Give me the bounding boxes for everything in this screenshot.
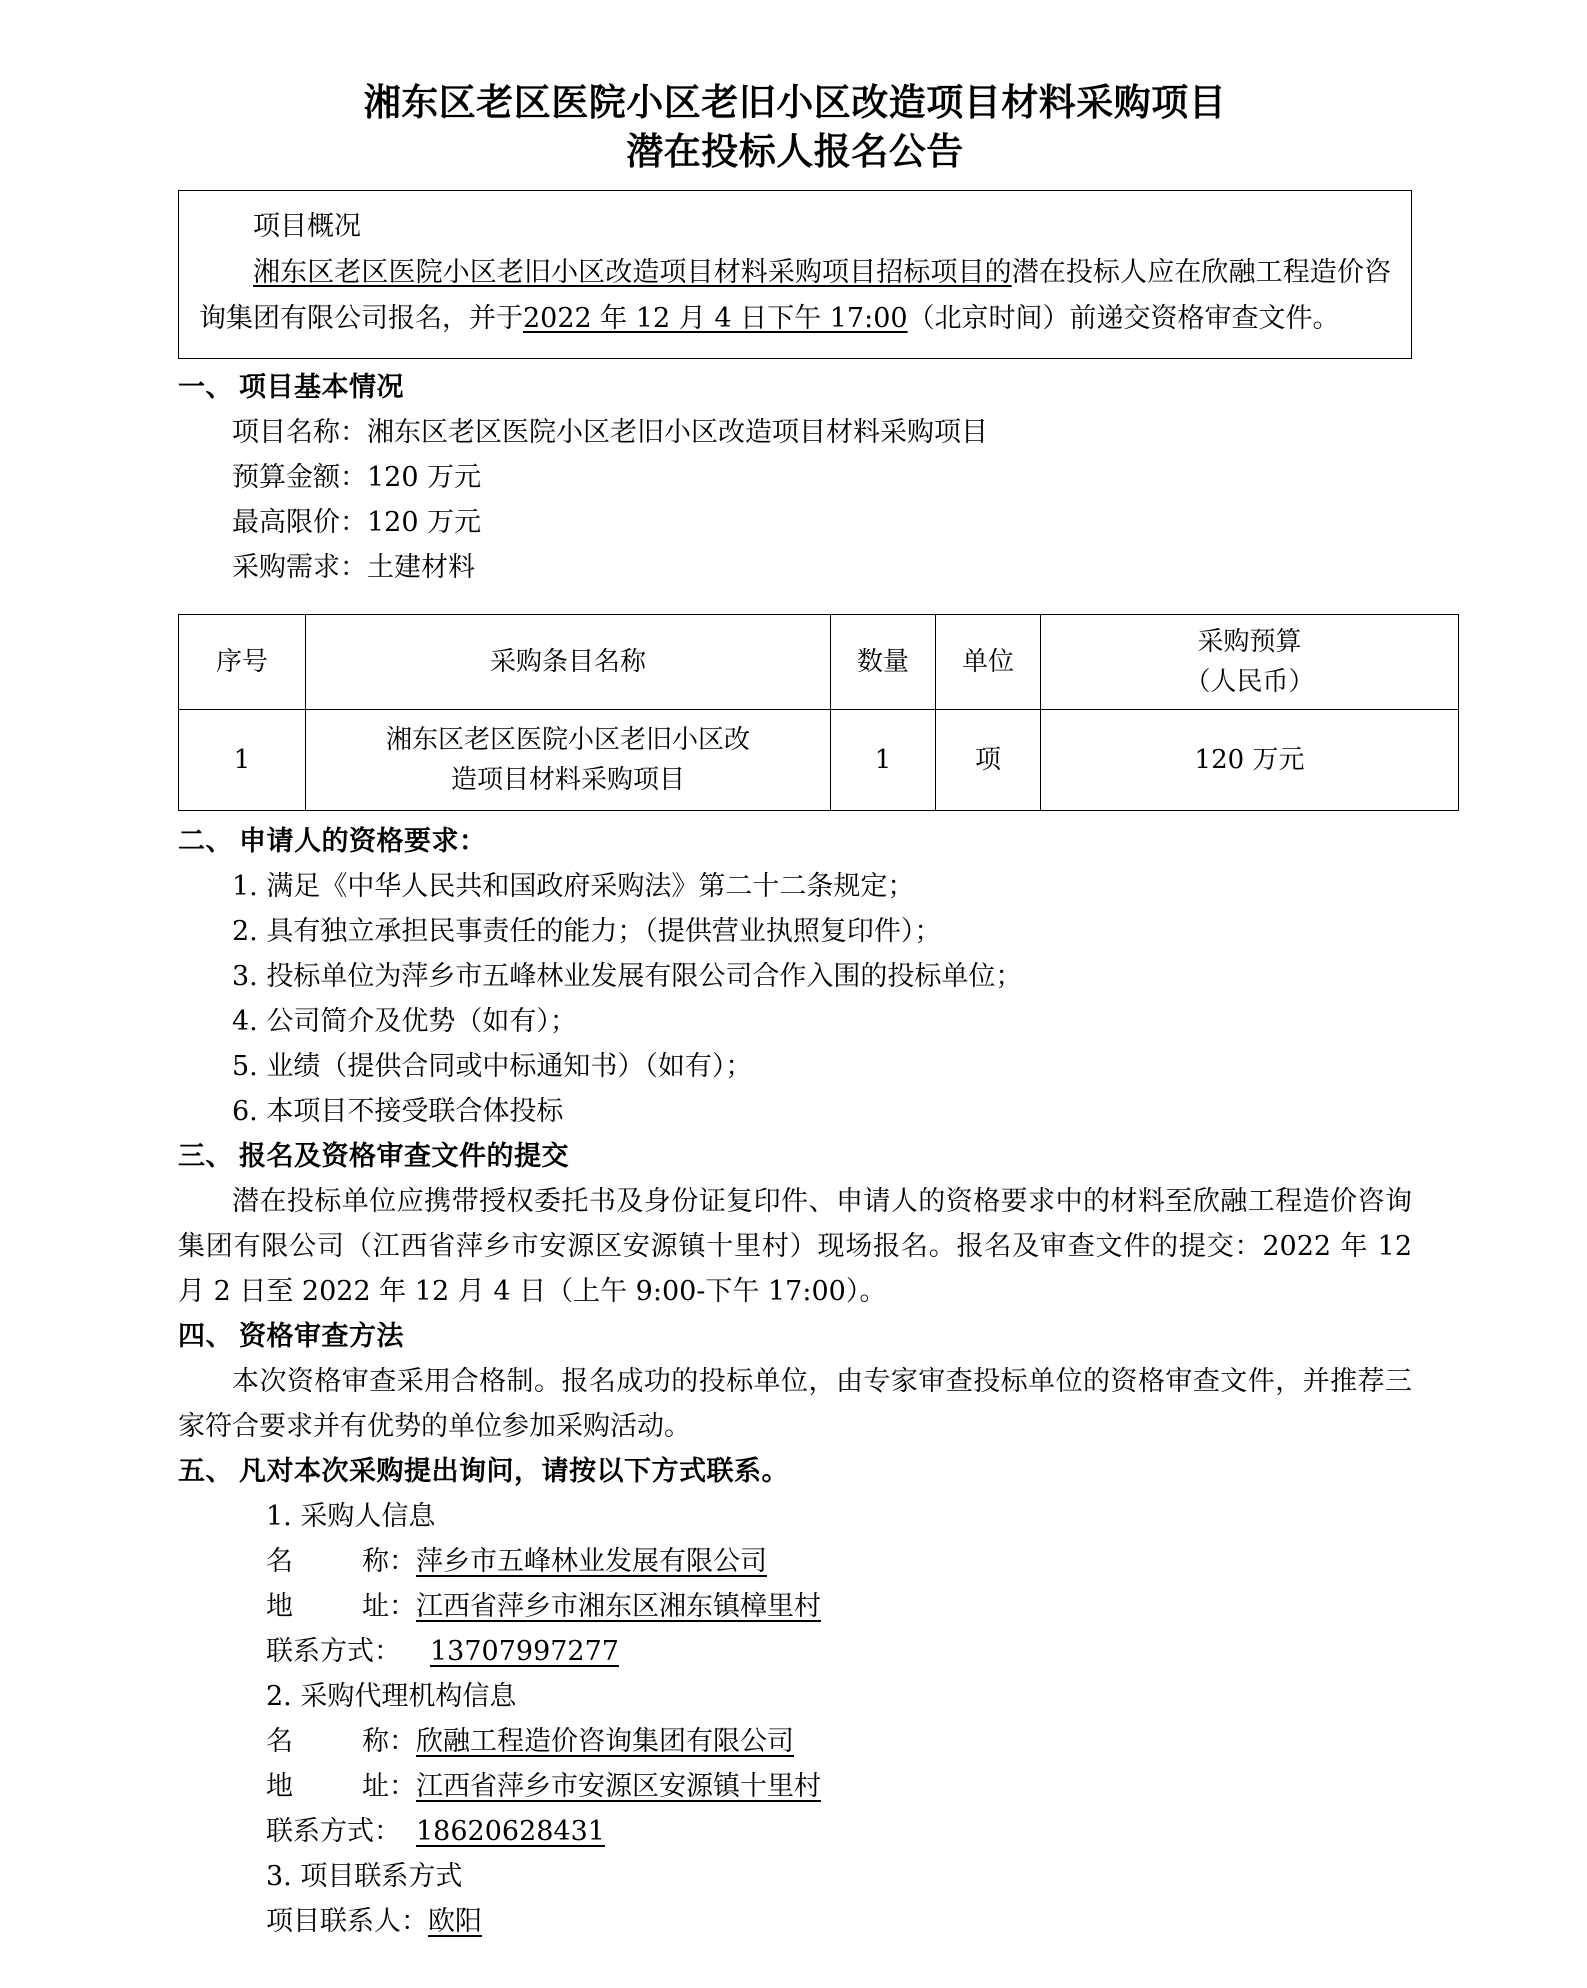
- qualification-item: 4. 公司简介及优势（如有）；: [232, 1006, 577, 1037]
- agency-tel-label: 联系方式：: [266, 1816, 401, 1847]
- section-5-number: 五、: [178, 1456, 233, 1487]
- table-cell-name-line-1: 湘东区老区医院小区老旧小区改: [385, 725, 750, 755]
- section-4-heading: [178, 1314, 1412, 1359]
- qualification-item: 3. 投标单位为萍乡市五峰林业发展有限公司合作入围的投标单位；: [232, 961, 1023, 992]
- section-2-title: 申请人的资格要求：: [239, 826, 487, 857]
- section-3-heading: [178, 1134, 1412, 1179]
- section-3-number: 三、: [178, 1141, 233, 1172]
- section-4-title: 资格审查方法: [239, 1321, 404, 1352]
- project-overview-box: [178, 190, 1412, 359]
- max-price-value: 120 万元: [367, 507, 482, 538]
- qualification-item: 5. 业绩（提供合同或中标通知书）（如有）；: [232, 1051, 753, 1082]
- purchaser-address-row: [266, 1584, 1412, 1629]
- section-4-paragraph: 本次资格审查采用合格制。报名成功的投标单位，由专家审查投标单位的资格审查文件，并推荐三家符合要求并有优势的单位参加采购活动。: [178, 1366, 1412, 1442]
- budget-label: 预算金额：: [232, 462, 367, 493]
- procurement-table: [178, 614, 1459, 811]
- table-cell-unit: 项: [936, 710, 1041, 811]
- project-name-row: [232, 410, 1412, 455]
- demand-value: 土建材料: [367, 552, 475, 583]
- purchaser-tel-row: [266, 1629, 1412, 1674]
- overview-project-name: 湘东区老区医院小区老旧小区改造项目材料采购项目招标项目的: [253, 257, 1012, 288]
- agency-address-label: 地 址：: [266, 1771, 416, 1802]
- page-title-line-2: 潜在投标人报名公告: [626, 129, 964, 173]
- table-header-budget-line-2: （人民币）: [1184, 667, 1315, 697]
- purchaser-name-value: 萍乡市五峰林业发展有限公司: [416, 1546, 767, 1577]
- page-title-line-1: 湘东区老区医院小区老旧小区改造项目材料采购项目: [363, 80, 1227, 124]
- table-cell-name: [306, 710, 831, 811]
- budget-value: 120 万元: [367, 462, 482, 493]
- table-cell-no: 1: [179, 710, 306, 811]
- overview-mid-text: 潜在投标人应在欣融工程造价咨询集团有限公司报名，并于: [199, 257, 1392, 334]
- agency-address-row: [266, 1764, 1412, 1809]
- budget-row: [232, 455, 1412, 500]
- project-contact-row: [266, 1899, 1412, 1944]
- agency-tel-value: 18620628431: [416, 1816, 605, 1847]
- section-4-number: 四、: [178, 1321, 233, 1352]
- project-name-value: 湘东区老区医院小区老旧小区改造项目材料采购项目: [367, 417, 988, 448]
- table-header-qty: 数量: [831, 615, 936, 710]
- qualification-item: 1. 满足《中华人民共和国政府采购法》第二十二条规定；: [232, 871, 915, 902]
- demand-row: [232, 545, 1412, 590]
- table-cell-name-line-2: 造项目材料采购项目: [450, 765, 685, 795]
- demand-label: 采购需求：: [232, 552, 367, 583]
- section-1-title: 项目基本情况: [239, 372, 404, 403]
- section-2-heading: [178, 819, 1412, 864]
- agency-name-value: 欣融工程造价咨询集团有限公司: [416, 1726, 794, 1757]
- section-5-title: 凡对本次采购提出询问，请按以下方式联系。: [239, 1456, 789, 1487]
- section-2-number: 二、: [178, 826, 233, 857]
- project-name-label: 项目名称：: [232, 417, 367, 448]
- purchaser-info-title: 1. 采购人信息: [266, 1501, 436, 1532]
- section-3-paragraph: 潜在投标单位应携带授权委托书及身份证复印件、申请人的资格要求中的材料至欣融工程造价咨询集团有限公司（江西省萍乡市安源区安源镇十里村）现场报名。报名及审查文件的提交：2022 年 12 月 2 日至 2022 年 12 月 4 日（上午 9:00-下午 17:00）。: [178, 1186, 1412, 1307]
- section-1-number: 一、: [178, 372, 233, 403]
- table-header-name: 采购条目名称: [306, 615, 831, 710]
- table-cell-budget: 120 万元: [1041, 710, 1459, 811]
- qualification-item: 2. 具有独立承担民事责任的能力；（提供营业执照复印件）；: [232, 916, 942, 947]
- purchaser-name-row: [266, 1539, 1412, 1584]
- page-title: [178, 78, 1412, 176]
- overview-tail-text: （北京时间）前递交资格审查文件。: [907, 303, 1340, 334]
- purchaser-name-label: 名 称：: [266, 1546, 416, 1577]
- agency-address-value: 江西省萍乡市安源区安源镇十里村: [416, 1771, 821, 1802]
- agency-name-label: 名 称：: [266, 1726, 416, 1757]
- purchaser-address-value: 江西省萍乡市湘东区湘东镇樟里村: [416, 1591, 821, 1622]
- table-header-row: [179, 615, 1459, 710]
- max-price-label: 最高限价：: [232, 507, 367, 538]
- table-header-budget-line-1: 采购预算: [1197, 627, 1302, 657]
- max-price-row: [232, 500, 1412, 545]
- purchaser-tel-label: 联系方式：: [266, 1636, 401, 1667]
- agency-info-title: 2. 采购代理机构信息: [266, 1681, 517, 1712]
- project-contact-label: 项目联系人：: [266, 1906, 428, 1937]
- table-row: [179, 710, 1459, 811]
- overview-deadline: 2022 年 12 月 4 日下午 17:00: [523, 303, 908, 334]
- section-3-title: 报名及资格审查文件的提交: [239, 1141, 569, 1172]
- project-contact-value: 欧阳: [428, 1906, 482, 1937]
- section-1-heading: [178, 365, 1412, 410]
- table-header-no: 序号: [179, 615, 306, 710]
- overview-label: 项目概况: [253, 211, 361, 242]
- purchaser-address-label: 地 址：: [266, 1591, 416, 1622]
- project-contact-title: 3. 项目联系方式: [266, 1861, 463, 1892]
- overview-paragraph: [199, 250, 1391, 342]
- table-cell-qty: 1: [831, 710, 936, 811]
- agency-tel-row: [266, 1809, 1412, 1854]
- table-header-budget: [1041, 615, 1459, 710]
- agency-name-row: [266, 1719, 1412, 1764]
- qualification-item: 6. 本项目不接受联合体投标: [232, 1096, 564, 1127]
- table-header-unit: 单位: [936, 615, 1041, 710]
- purchaser-tel-value: 13707997277: [430, 1636, 619, 1667]
- section-5-heading: [178, 1449, 1412, 1494]
